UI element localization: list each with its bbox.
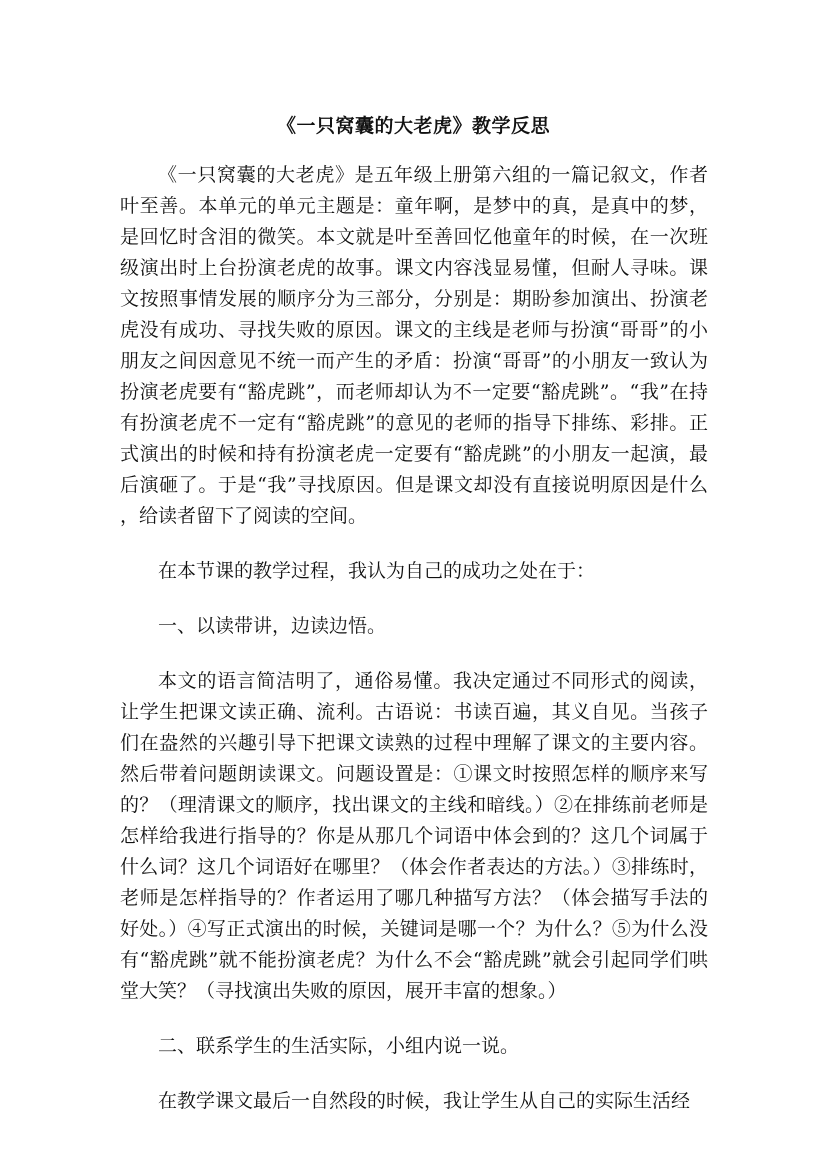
paragraph-success-lead: 在本节课的教学过程，我认为自己的成功之处在于：: [158, 560, 596, 582]
paragraph-reading-method: 本文的语言简洁明了，通俗易懂。我决定通过不同形式的阅读，让学生把课文读正确、流利。古语说：书读百遍，其义自见。当孩子们在盎然的兴趣引导下把课文读熟的过程中理解了课文的主要内容。然后带着问题朗读课文。问题设置是：①课文时按照怎样的顺序来写的？（理清课文的顺序，找出课文的主线和暗线。）②在排练前老师是怎样给我进行指导的？你是从那几个词语中体会到的？这几个词属于什么词？这几个词语好在哪里？（体会作者表达的方法。）③排练时，老师是怎样指导的？作者运用了哪几种描写方法？（体会描写手法的好处。）④写正式演出的时候，关键词是哪一个？为什么？⑤为什么没有“豁虎跳”就不能扮演老虎？为什么不会“豁虎跳”就会引起同学们哄堂大笑？（寻找演出失败的原因，展开丰富的想象。）: [120, 670, 708, 1002]
document-body: [120, 160, 708, 1141]
paragraph-heading-one: 一、以读带讲，边读边悟。: [158, 615, 387, 637]
document-title: 《一只窝囊的大老虎》教学反思: [276, 115, 550, 137]
paragraph-heading-two: 二、联系学生的生活实际，小组内说一说。: [158, 1035, 520, 1057]
paragraph-last-section: 在教学课文最后一自然段的时候，我让学生从自己的实际生活经: [158, 1090, 691, 1112]
paragraph-intro: 《一只窝囊的大老虎》是五年级上册第六组的一篇记叙文，作者叶至善。本单元的单元主题是：童年啊，是梦中的真，是真中的梦，是回忆时含泪的微笑。本文就是叶至善回忆他童年的时候，在一次班级演出时上台扮演老虎的故事。课文内容浅显易懂，但耐人寻味。课文按照事情发展的顺序分为三部分，分别是：期盼参加演出、扮演老虎没有成功、寻找失败的原因。课文的主线是老师与扮演“哥哥”的小朋友之间因意见不统一而产生的矛盾：扮演“哥哥”的小朋友一致认为扮演老虎要有“豁虎跳”，而老师却认为不一定要“豁虎跳”。“我”在持有扮演老虎不一定有“豁虎跳”的意见的老师的指导下排练、彩排。正式演出的时候和持有扮演老虎一定要有“豁虎跳”的小朋友一起演，最后演砸了。于是“我”寻找原因。但是课文却没有直接说明原因是什么，给读者留下了阅读的空间。: [120, 164, 708, 527]
